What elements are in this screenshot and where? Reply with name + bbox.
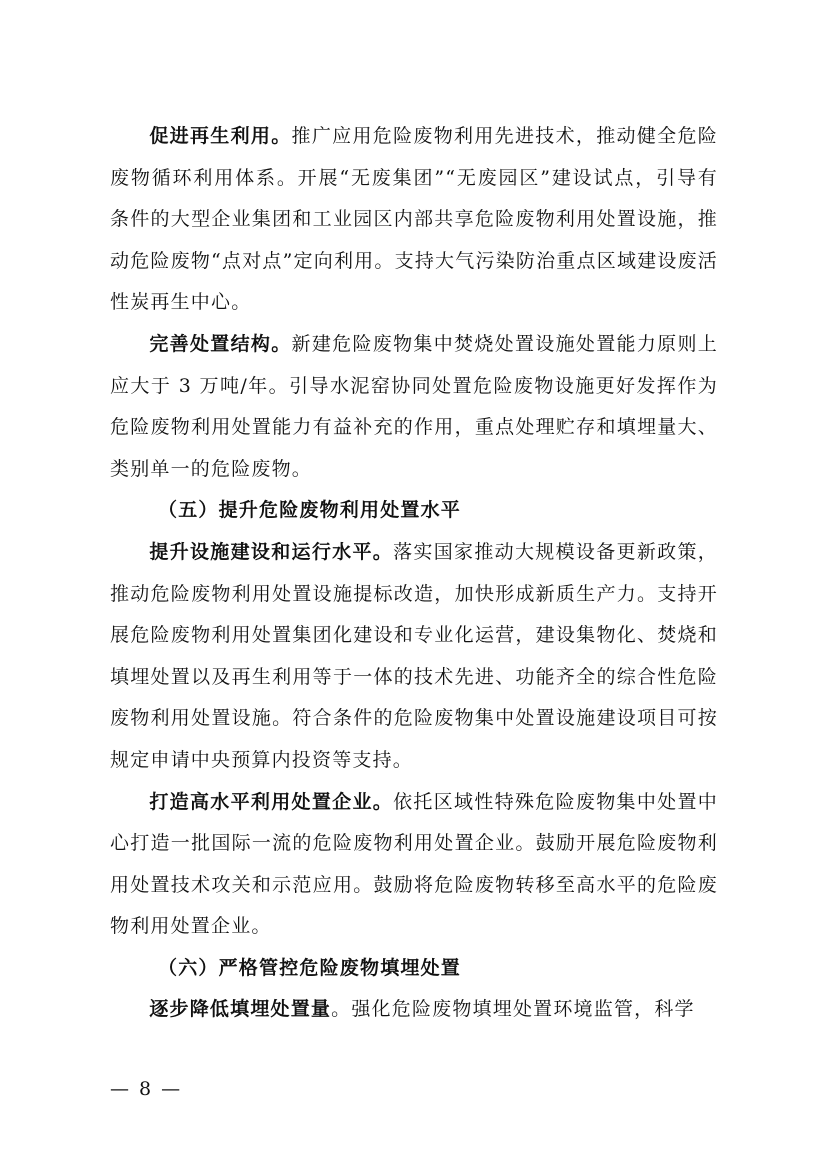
- paragraph-lead: 逐步降低填埋处置量: [149, 998, 332, 1021]
- section-heading-6: （六）严格管控危险废物填埋处置: [158, 956, 462, 979]
- paragraph-lead: 完善处置结构。: [149, 332, 292, 355]
- paragraph-disposal-structure: [110, 324, 718, 490]
- paragraph-recycling: [110, 116, 718, 324]
- paragraph-text: 新建危险废物集中焚烧处置设施处置能力原则上应大于 3 万吨/年。引导水泥窑协同处置危险废物设施更好发挥作为危险废物利用处置能力有益补充的作用，重点处理贮存和填埋量大、类别单一的危险废物。: [110, 332, 719, 480]
- paragraph-high-level-enterprises: [110, 782, 718, 948]
- paragraph-lead: 促进再生利用。: [149, 125, 292, 147]
- paragraph-text: 落实国家推动大规模设备更新政策，推动危险废物利用处置设施提标改造，加快形成新质生产力。支持开展危险废物利用处置集团化建设和专业化运营，建设集物化、焚烧和填埋处置以及再生利用等于一体的技术先进、功能齐全的综合性危险废物利用处置设施。符合条件的危险废物集中处置设施建设项目可按规定申请中央预算内投资等支持。: [110, 540, 718, 771]
- page-number: — 8 —: [110, 1078, 183, 1100]
- paragraph-text: 。强化危险废物填埋处置环境监管，科学: [331, 998, 695, 1021]
- section-heading-5: （五）提升危险废物利用处置水平: [158, 499, 462, 522]
- paragraph-lead: 打造高水平利用处置企业。: [149, 790, 394, 813]
- document-body: [110, 116, 718, 1031]
- paragraph-lead: 提升设施建设和运行水平。: [149, 540, 394, 563]
- paragraph-text: 依托区域性特殊危险废物集中处置中心打造一批国际一流的危险废物利用处置企业。鼓励开展危险废物利用处置技术攻关和示范应用。鼓励将危险废物转移至高水平的危险废物利用处置企业。: [110, 790, 718, 938]
- paragraph-text: 推广应用危险废物利用先进技术，推动健全危险废物循环利用体系。开展“无废集团”“无废园区”建设试点，引导有条件的大型企业集团和工业园区内部共享危险废物利用处置设施，推动危险废物“点对点”定向利用。支持大气污染防治重点区域建设废活性炭再生中心。: [110, 125, 719, 314]
- paragraph-facility-level: [110, 532, 718, 782]
- paragraph-reduce-landfill: [110, 989, 718, 1031]
